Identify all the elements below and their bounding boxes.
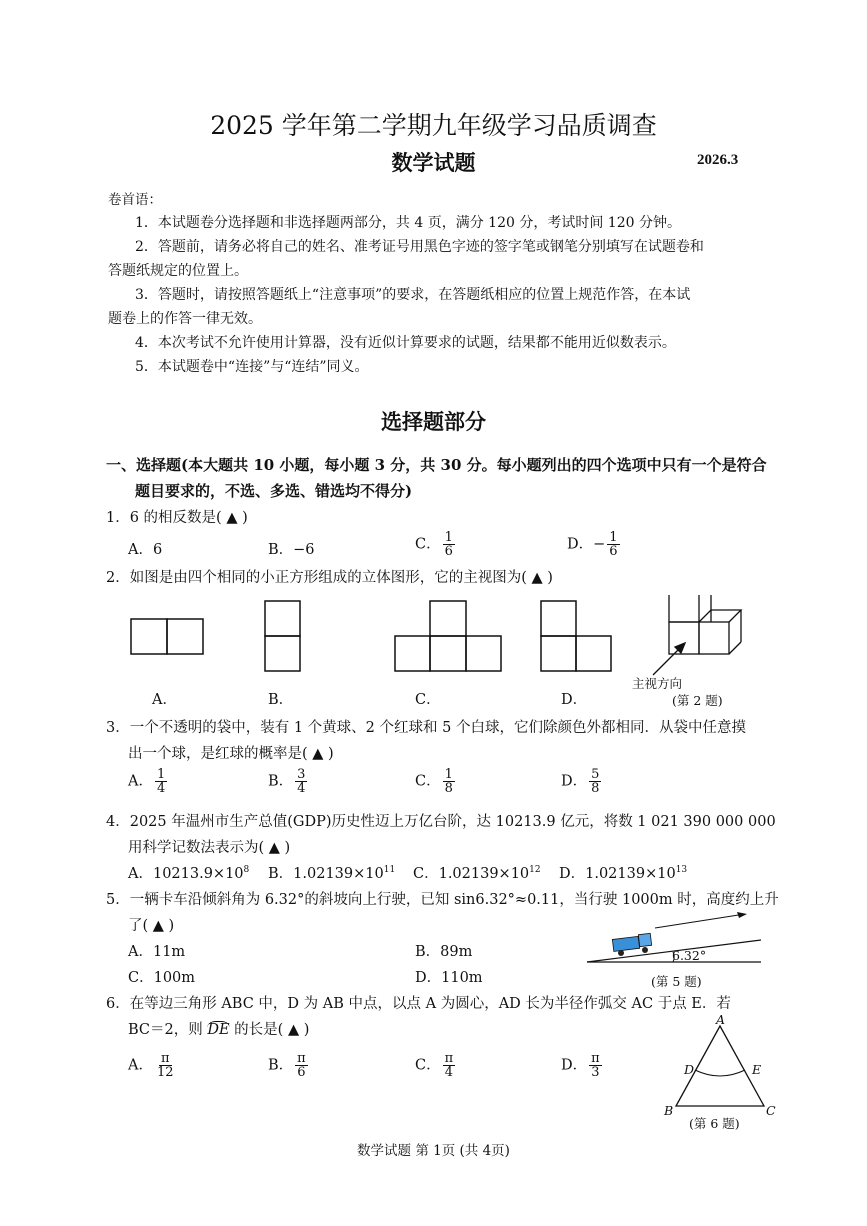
option-text: B．1.02139×10 xyxy=(268,866,384,882)
numerator: π xyxy=(297,1051,306,1066)
numerator: 1 xyxy=(609,530,618,545)
numerator: π xyxy=(591,1051,600,1066)
numerator: 1 xyxy=(444,530,453,545)
q5-angle-label: 6.32° xyxy=(672,948,707,963)
question-1-stem: 1．6 的相反数是( ▲ ) xyxy=(106,510,248,526)
q3-option-a xyxy=(128,768,169,795)
question-2-stem: 2．如图是由四个相同的小正方形组成的立体图形，它的主视图为( ▲ ) xyxy=(106,570,553,586)
q2-option-d: D． xyxy=(561,692,588,708)
q6-caption: (第 6 题) xyxy=(689,1116,740,1131)
exam-date: 2026.3 xyxy=(697,152,739,168)
denominator: 12 xyxy=(156,1065,174,1080)
option-text: D．1.02139×10 xyxy=(559,866,676,882)
option-label: C． xyxy=(415,536,441,553)
option-label: B． xyxy=(268,1057,294,1074)
denominator: 3 xyxy=(591,1065,600,1080)
q6-option-c xyxy=(415,1052,457,1079)
q2-shape-c xyxy=(395,601,501,671)
option-label: C． xyxy=(415,1057,441,1074)
option-label: D． xyxy=(561,1057,588,1074)
fraction xyxy=(443,768,455,795)
q5-option-d: D．110m xyxy=(415,970,483,986)
arc-label: DE xyxy=(207,1022,230,1038)
q3-option-c xyxy=(415,768,457,795)
numerator: 1 xyxy=(444,767,453,782)
point-a-label: A xyxy=(716,1012,726,1027)
q2-option-c: C． xyxy=(415,692,441,708)
q2-shape-b xyxy=(265,601,300,671)
fraction xyxy=(155,768,167,795)
denominator: 8 xyxy=(591,781,600,796)
exponent: 11 xyxy=(383,865,396,876)
q3-option-d xyxy=(561,768,603,795)
stem-text: 的长是( ▲ ) xyxy=(229,1022,310,1038)
part-instructions-cont: 题目要求的，不选、多选、错选均不得分) xyxy=(135,482,413,500)
q5-option-a: A．11m xyxy=(128,944,186,960)
option-label: A． xyxy=(128,773,153,790)
truck-icon xyxy=(612,933,651,956)
numerator: 1 xyxy=(156,767,166,782)
question-4-line1: 4．2025 年温州市生产总值(GDP)历史性迈上万亿台阶，达 10213.9 亿元，将数 1 021 390 000 000 xyxy=(106,814,776,830)
point-e-label: E xyxy=(752,1062,762,1077)
option-label: B． xyxy=(268,773,294,790)
q2-caption: (第 2 题) xyxy=(672,693,723,708)
q4-option-a xyxy=(128,862,249,883)
section-title: 选择题部分 xyxy=(381,409,486,434)
q4-option-c xyxy=(413,862,541,883)
fraction xyxy=(295,768,307,795)
denominator: 4 xyxy=(156,781,166,796)
denominator: 4 xyxy=(444,1065,454,1080)
option-label: C． xyxy=(415,773,441,790)
question-4-line2: 用科学记数法表示为( ▲ ) xyxy=(128,840,291,856)
point-d-label: D xyxy=(684,1062,695,1077)
q2-solid-figure xyxy=(653,595,741,675)
exam-subtitle: 数学试题 xyxy=(391,150,476,175)
q6-triangle-figure xyxy=(660,1022,780,1112)
q5-caption: (第 5 题) xyxy=(651,974,702,989)
option-text: C．1.02139×10 xyxy=(413,866,530,882)
question-5-line1: 5．一辆卡车沿倾斜角为 6.32°的斜坡向上行驶，已知 sin6.32°≈0.11，当行驶 1000m 时，高度约上升 xyxy=(106,892,779,908)
q6-option-b xyxy=(268,1052,310,1079)
point-c-label: C xyxy=(766,1103,776,1118)
q3-option-b xyxy=(268,768,309,795)
option-text: A．10213.9×10 xyxy=(128,866,244,882)
q2-shape-d xyxy=(541,601,611,671)
denominator: 6 xyxy=(609,544,618,559)
q2-option-a: A． xyxy=(152,692,177,708)
numerator: 3 xyxy=(297,767,306,782)
q5-option-b: B．89m xyxy=(415,944,473,960)
fraction xyxy=(443,531,455,558)
q4-option-b xyxy=(268,862,395,883)
note-line: 4．本次考试不允许使用计算器，没有近似计算要求的试题，结果都不能用近似数表示。 xyxy=(135,335,676,351)
exponent: 13 xyxy=(675,865,688,876)
note-line: 题卷上的作答一律无效。 xyxy=(108,311,262,327)
exponent: 12 xyxy=(529,865,541,876)
page-footer: 数学试题 第 1页 (共 4页) xyxy=(357,1143,510,1159)
fraction xyxy=(443,1052,456,1079)
note-line: 1．本试题卷分选择题和非选择题两部分，共 4 页，满分 120 分，考试时间 120 分钟。 xyxy=(135,215,681,231)
q5-option-c: C．100m xyxy=(128,970,196,986)
fraction xyxy=(589,1052,602,1079)
option-label: A． xyxy=(128,1057,153,1074)
q6-option-d xyxy=(561,1052,604,1079)
denominator: 8 xyxy=(444,781,453,796)
q1-option-b: B．−6 xyxy=(268,542,315,558)
question-5-line2: 了( ▲ ) xyxy=(128,918,175,934)
point-b-label: B xyxy=(664,1103,674,1118)
note-line: 2．答题前，请务必将自己的姓名、准考证号用黑色字迹的签字笔或钢笔分别填写在试题卷和 xyxy=(135,239,704,255)
question-6-line1: 6．在等边三角形 ABC 中，D 为 AB 中点，以点 A 为圆心，AD 长为半径作弧交 AC 于点 E．若 xyxy=(106,996,731,1012)
option-label: D． xyxy=(561,773,588,790)
q2-direction-label: 主视方向 xyxy=(632,676,683,691)
note-line: 5．本试题卷中“连接”与“连结”同义。 xyxy=(135,359,369,375)
notes-heading: 卷首语： xyxy=(108,192,162,208)
exam-title: 2025 学年第二学期九年级学习品质调查 xyxy=(210,111,657,140)
numerator: π xyxy=(444,1051,454,1066)
note-line: 答题纸规定的位置上。 xyxy=(108,263,248,279)
q2-option-b: B． xyxy=(268,692,294,708)
question-3-line1: 3．一个不透明的袋中，装有 1 个黄球、2 个红球和 5 个白球，它们除颜色外都相同．从袋中任意摸 xyxy=(106,720,746,736)
q1-option-a: A．6 xyxy=(128,542,163,558)
denominator: 6 xyxy=(444,544,453,559)
fraction xyxy=(295,1052,308,1079)
denominator: 4 xyxy=(297,781,306,796)
option-label: D．− xyxy=(567,536,606,553)
numerator: π xyxy=(160,1051,170,1066)
stem-text: BC＝2，则 xyxy=(128,1022,208,1038)
fraction xyxy=(607,531,619,558)
question-3-line2: 出一个球，是红球的概率是( ▲ ) xyxy=(128,746,334,762)
q1-option-d xyxy=(567,531,622,558)
q2-shape-a xyxy=(131,619,203,654)
fraction xyxy=(589,768,601,795)
denominator: 6 xyxy=(297,1065,306,1080)
q4-option-d xyxy=(559,862,687,883)
q2-figures xyxy=(125,595,755,735)
numerator: 5 xyxy=(591,767,600,782)
q1-option-c xyxy=(415,531,457,558)
q6-option-a xyxy=(128,1052,178,1079)
fraction xyxy=(155,1052,176,1079)
part-instructions: 一、选择题(本大题共 10 小题，每小题 3 分，共 30 分。每小题列出的四个选项中只有一个是符合 xyxy=(106,456,767,474)
exponent: 8 xyxy=(243,865,250,876)
question-6-line2 xyxy=(128,1018,309,1039)
note-line: 3．答题时，请按照答题纸上“注意事项”的要求，在答题纸相应的位置上规范作答，在本试 xyxy=(135,287,691,303)
